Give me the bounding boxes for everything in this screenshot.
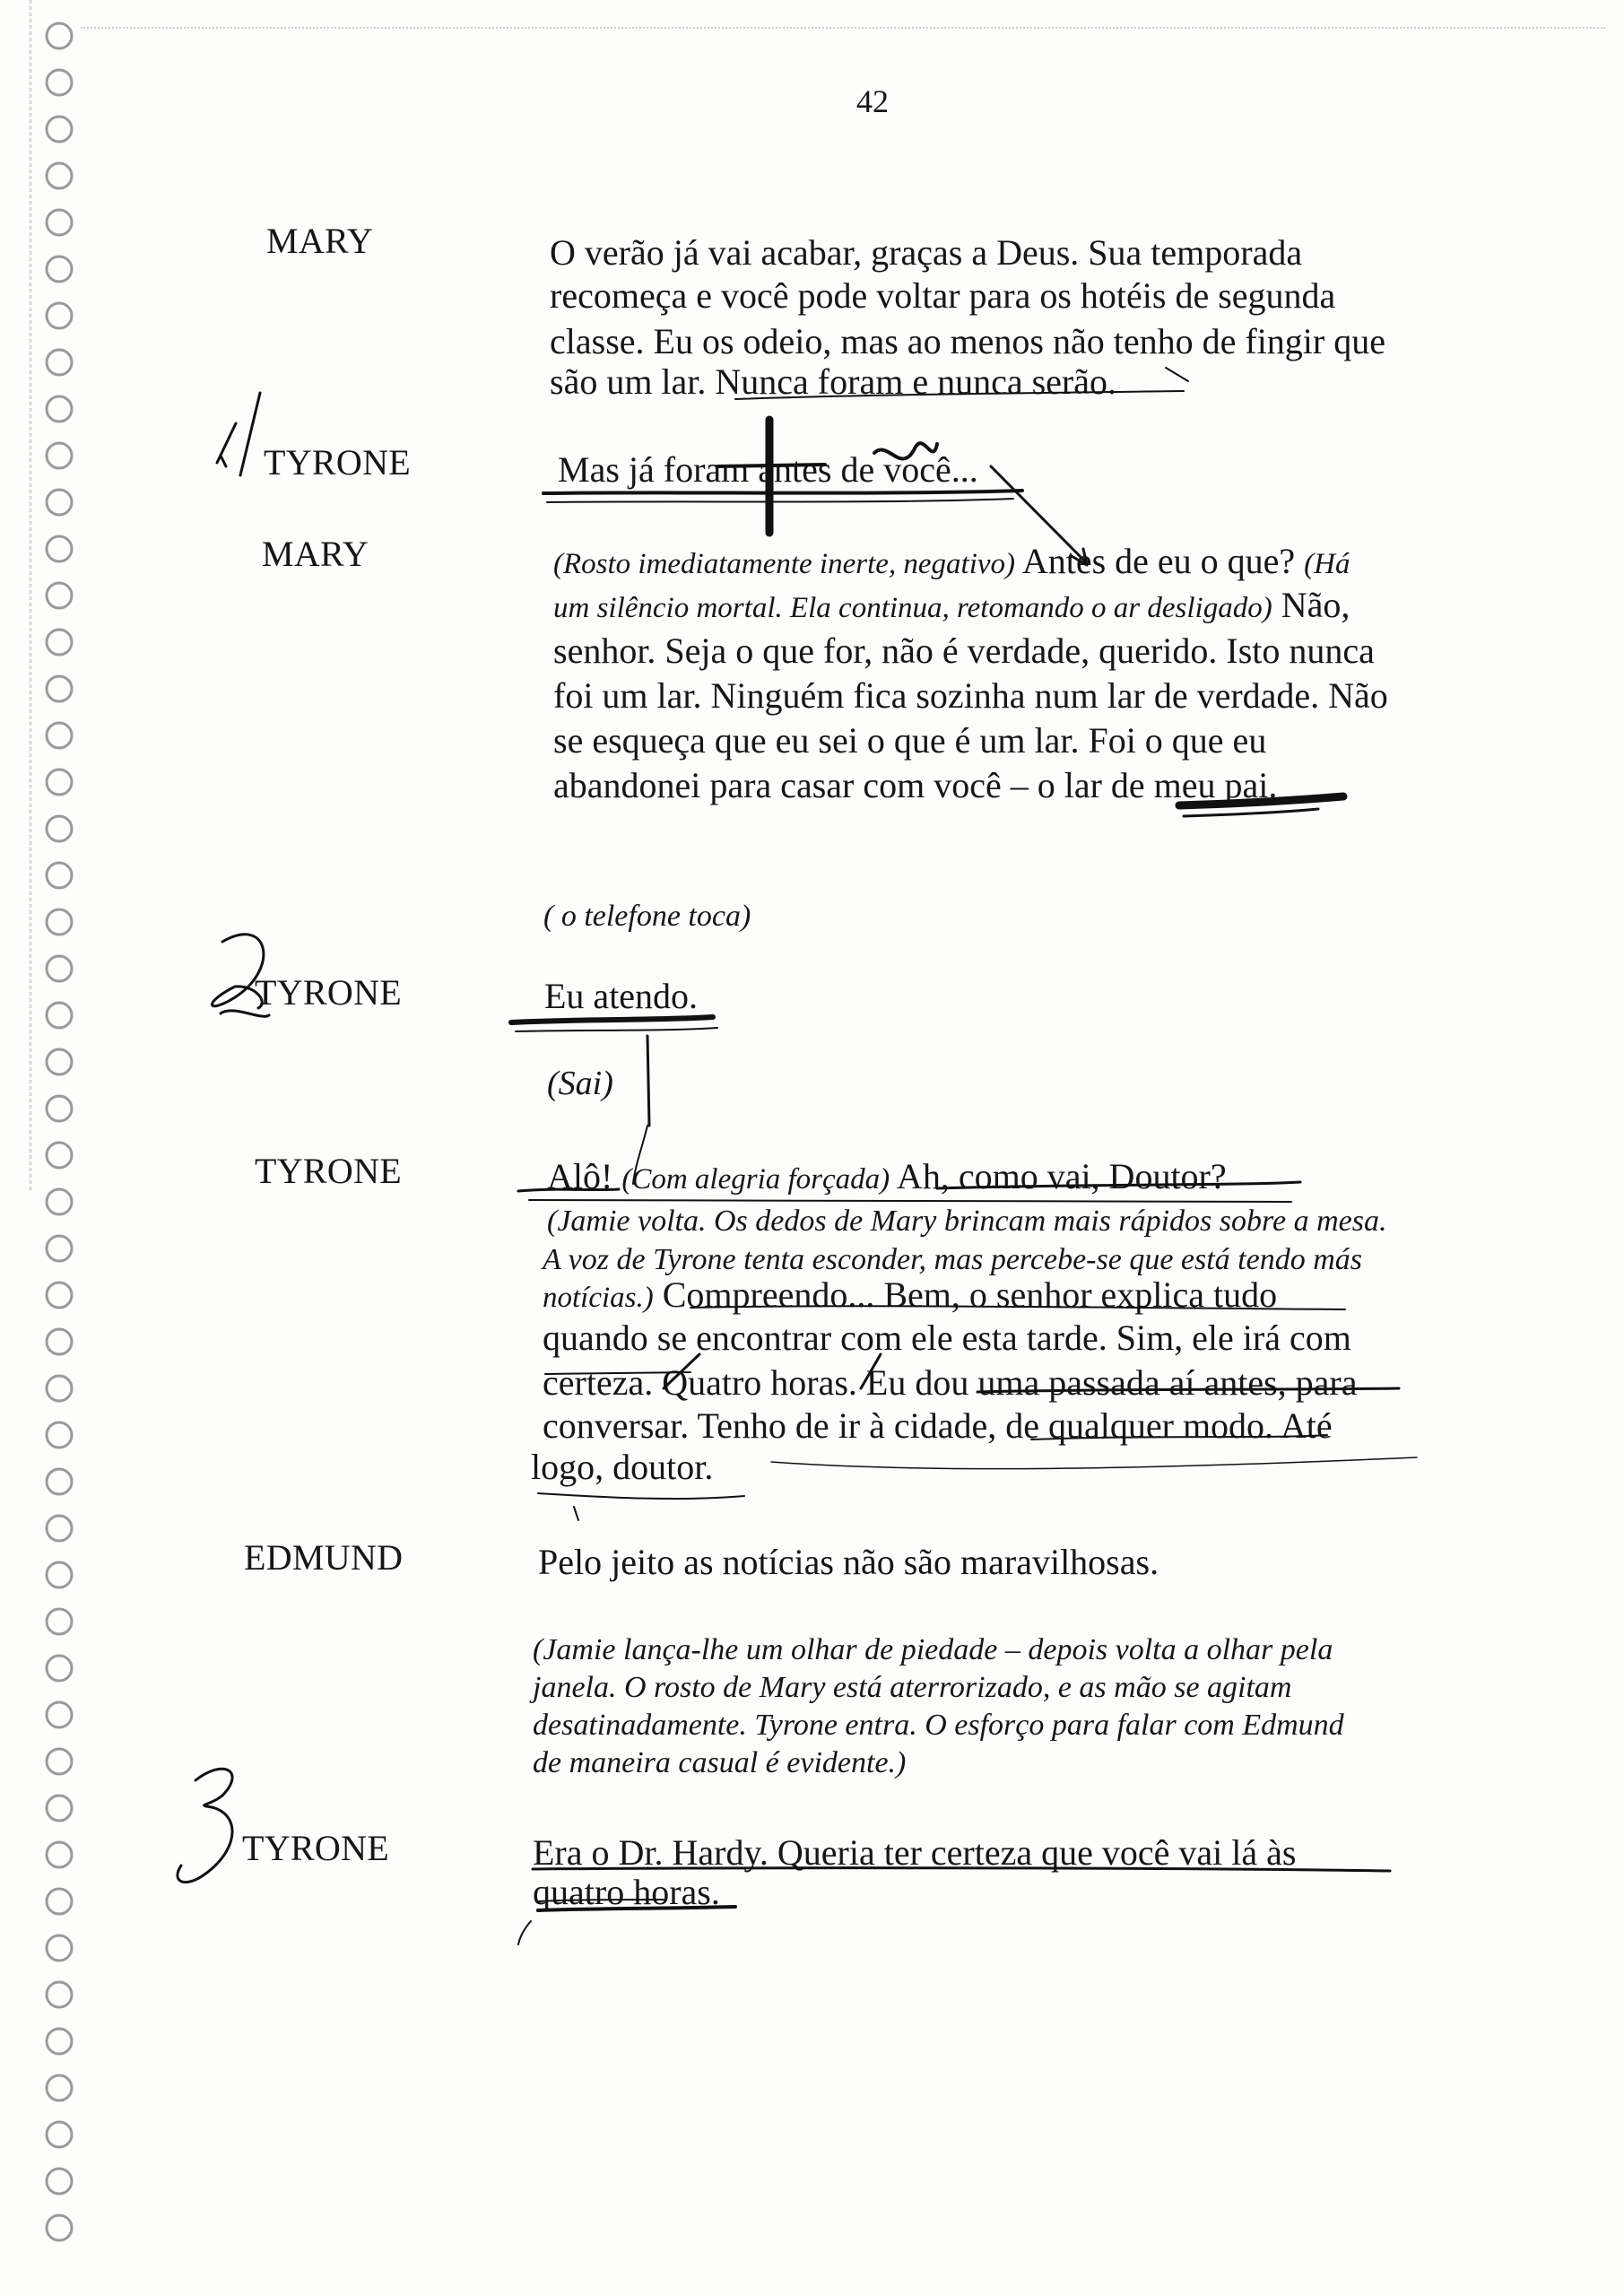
binding-hole — [47, 1236, 72, 1261]
binding-hole — [47, 70, 72, 95]
binding-hole — [47, 956, 72, 981]
binding-hole — [47, 536, 72, 561]
stage-direction: (Jamie lança-lhe um olhar de piedade – depois volta a olhar pela — [533, 1633, 1333, 1666]
binding-hole — [47, 1702, 72, 1727]
dialogue-line: logo, doutor. — [531, 1447, 714, 1487]
binding-hole — [47, 490, 72, 515]
binding-hole — [47, 443, 72, 468]
stage-direction: (Jamie volta. Os dedos de Mary brincam mais rápidos sobre a mesa. — [547, 1205, 1387, 1238]
speaker-mary: MARY — [262, 534, 369, 574]
dialogue-line: conversar. Tenho de ir à cidade, de qualquer modo. Até — [543, 1405, 1333, 1446]
binding-hole — [47, 257, 72, 282]
binding-hole — [47, 1143, 72, 1168]
binding-hole — [47, 770, 72, 795]
dialogue-line — [553, 584, 1350, 630]
binding-hole — [47, 1749, 72, 1774]
binding-hole — [47, 23, 72, 48]
dialogue-line: Pelo jeito as notícias não são maravilhosas. — [538, 1542, 1159, 1582]
speaker-tyrone: TYRONE — [255, 1151, 403, 1191]
binding-hole — [47, 676, 72, 701]
binding-hole — [47, 583, 72, 608]
stage-direction: A voz de Tyrone tenta esconder, mas percebe-se que está tendo más — [543, 1243, 1362, 1276]
dialogue-line — [543, 1274, 1277, 1319]
binding-hole — [47, 1656, 72, 1681]
dialogue-text: Não, — [1272, 585, 1350, 625]
dialogue-line: Era o Dr. Hardy. Queria ter certeza que você vai lá às — [533, 1832, 1297, 1873]
stage-direction: (Com alegria forçada) — [621, 1163, 890, 1196]
binding-hole — [47, 2169, 72, 2194]
binding-hole — [47, 396, 72, 422]
speaker-tyrone: TYRONE — [255, 972, 403, 1013]
dialogue-line: Mas já foram antes de você... — [558, 449, 978, 490]
stage-direction: (Rosto imediatamente inerte, negativo) — [553, 548, 1016, 580]
binding-hole — [47, 1049, 72, 1074]
binding-hole — [47, 1329, 72, 1354]
speaker-tyrone: TYRONE — [242, 1828, 390, 1868]
binding-hole — [47, 1935, 72, 1961]
dialogue-line: Eu atendo. — [544, 976, 699, 1016]
dialogue-line: O verão já vai acabar, graças a Deus. Sua temporada — [550, 232, 1303, 273]
dialogue-line: quatro horas. — [533, 1872, 720, 1912]
dialogue-text: Ah, como vai, Doutor? — [890, 1156, 1227, 1196]
dialogue-text: Alô! — [547, 1156, 622, 1196]
dialogue-line: classe. Eu os odeio, mas ao menos não tenho de fingir que — [550, 321, 1385, 361]
binding-hole — [47, 1842, 72, 1867]
binding-hole — [47, 909, 72, 935]
binding-hole — [47, 2122, 72, 2147]
dialogue-line: senhor. Seja o que for, não é verdade, querido. Isto nunca — [553, 631, 1375, 671]
stage-direction: ( o telefone toca) — [543, 900, 751, 933]
binding-hole — [47, 1469, 72, 1494]
binding-hole — [47, 350, 72, 375]
spiral-binding — [0, 0, 81, 2296]
binding-hole — [47, 2075, 72, 2100]
binding-hole — [47, 816, 72, 841]
binding-hole — [47, 2215, 72, 2240]
speaker-edmund: EDMUND — [244, 1537, 404, 1578]
binding-hole — [47, 210, 72, 235]
page-number: 42 — [856, 83, 889, 119]
speaker-tyrone: TYRONE — [264, 442, 412, 483]
binding-hole — [47, 163, 72, 188]
margin-number-1 — [217, 393, 260, 475]
binding-hole — [47, 1376, 72, 1401]
dialogue-text: Antes de eu o que? — [1015, 541, 1305, 581]
binding-hole — [47, 1609, 72, 1634]
binding-hole — [47, 1189, 72, 1214]
page-top-edge — [81, 27, 1605, 29]
dialogue-line: recomeça e você pode voltar para os hotéis de segunda — [550, 275, 1336, 316]
binding-hole — [47, 1796, 72, 1821]
dialogue-line: certeza. Quatro horas. Eu dou uma passada aí antes, para — [543, 1362, 1358, 1403]
dialogue-line: abandonei para casar com você – o lar de meu pai. — [553, 765, 1278, 805]
stage-direction: um silêncio mortal. Ela continua, retomando o ar desligado) — [553, 592, 1272, 624]
dialogue-line: se esqueça que eu sei o que é um lar. Foi o que eu — [553, 720, 1267, 761]
dialogue-line: quando se encontrar com ele esta tarde. Sim, ele irá com — [543, 1318, 1351, 1358]
binding-hole — [47, 1283, 72, 1308]
binding-hole — [47, 2029, 72, 2054]
speaker-mary: MARY — [266, 221, 374, 261]
dialogue-line: foi um lar. Ninguém fica sozinha num lar de verdade. Não — [553, 675, 1388, 716]
stage-direction: notícias.) — [543, 1282, 654, 1314]
stage-direction: janela. O rosto de Mary está aterrorizado, e as mão se agitam — [533, 1671, 1292, 1704]
dialogue-line — [547, 1155, 1227, 1201]
binding-hole — [47, 303, 72, 328]
dialogue-line — [553, 540, 1350, 586]
binding-hole — [47, 117, 72, 142]
binding-hole — [47, 1562, 72, 1587]
stage-direction: de maneira casual é evidente.) — [533, 1746, 907, 1779]
binding-hole — [47, 1516, 72, 1541]
dialogue-line: são um lar. Nunca foram e nunca serão. — [550, 361, 1116, 402]
binding-hole — [47, 1096, 72, 1121]
dialogue-text: Compreendo... Bem, o senhor explica tudo — [653, 1274, 1278, 1315]
binding-hole — [47, 723, 72, 748]
binding-hole — [47, 1003, 72, 1028]
binding-hole — [47, 863, 72, 888]
stage-direction: (Sai) — [547, 1065, 613, 1102]
margin-number-3 — [178, 1769, 232, 1882]
stage-direction: (Há — [1304, 548, 1350, 580]
binding-hole — [47, 1982, 72, 2007]
stage-direction: desatinadamente. Tyrone entra. O esforço para falar com Edmund — [533, 1709, 1344, 1742]
binding-hole — [47, 1422, 72, 1448]
binding-hole — [47, 1889, 72, 1914]
binding-hole — [47, 630, 72, 655]
